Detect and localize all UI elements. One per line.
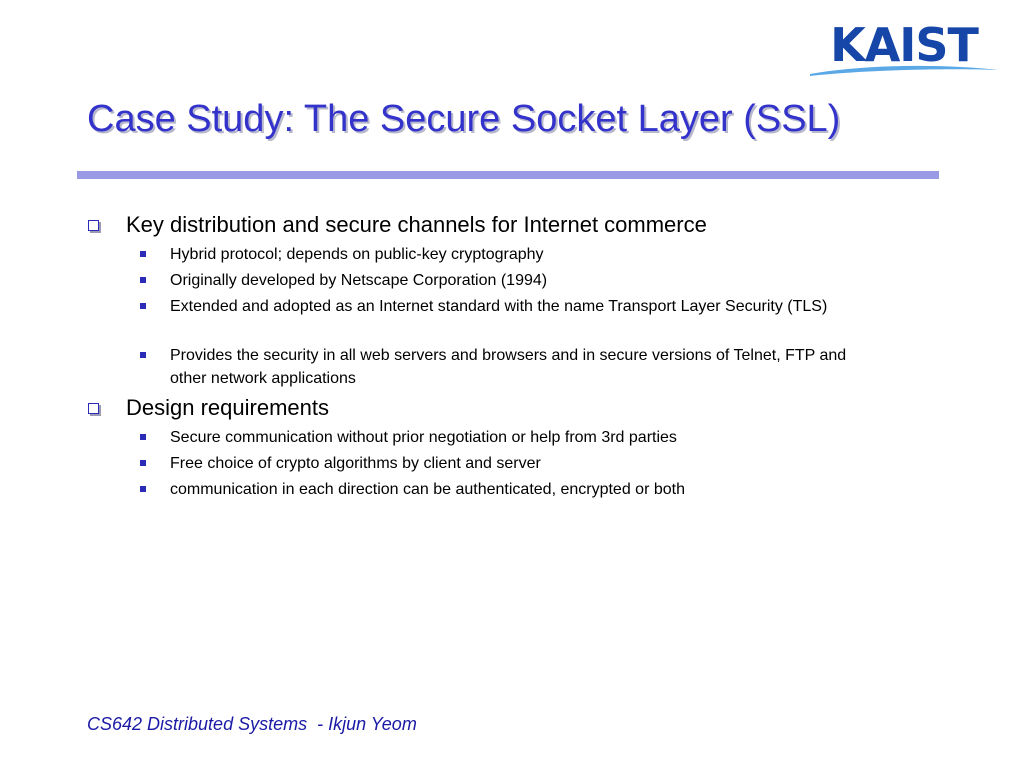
square-bullet-icon <box>140 460 146 466</box>
sub-bullet-text: Free choice of crypto algorithms by client and server <box>170 455 541 472</box>
sub-bullet-text: Extended and adopted as an Internet standard with the name Transport Layer Security (TLS) <box>170 298 828 315</box>
kaist-logo <box>806 18 1002 80</box>
title-divider <box>77 171 939 179</box>
bullet-text: Key distribution and secure channels for Internet commerce <box>126 212 707 237</box>
bullet-text: Design requirements <box>126 395 329 420</box>
sub-bullet-text: Provides the security in all web servers and browsers and in secure versions of Telnet, FTP and other network applications <box>170 347 847 387</box>
square-bullet-icon <box>140 486 146 492</box>
sub-bullet-text: Originally developed by Netscape Corporation (1994) <box>170 272 548 289</box>
sub-bullet-text: Secure communication without prior negotiation or help from 3rd parties <box>170 429 677 446</box>
square-bullet-icon <box>140 352 146 358</box>
square-bullet-icon <box>140 434 146 440</box>
slide-footer: CS642 Distributed Systems - Ikjun Yeom <box>87 714 417 734</box>
logo-text: KAIST <box>830 18 978 72</box>
square-bullet-icon <box>140 277 146 283</box>
slide-title: Case Study: The Secure Socket Layer (SSL) <box>87 98 841 140</box>
square-bullet-icon <box>140 251 146 257</box>
square-bullet-icon <box>140 303 146 309</box>
hollow-square-bullet-icon <box>88 403 99 414</box>
hollow-square-bullet-icon <box>88 220 99 231</box>
sub-bullet-text: communication in each direction can be authenticated, encrypted or both <box>170 481 685 498</box>
sub-bullet-text: Hybrid protocol; depends on public-key cryptography <box>170 246 544 263</box>
